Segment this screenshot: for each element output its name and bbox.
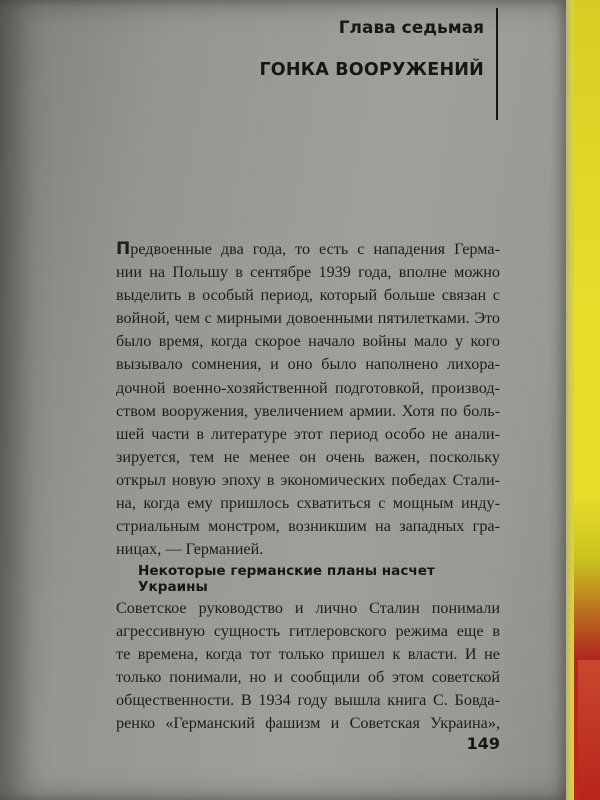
chapter-title: ГОНКА ВООРУЖЕНИЙ — [259, 60, 484, 80]
paragraph-1 — [116, 238, 500, 561]
text-line: Советское руководство и лично Сталин понимали — [116, 599, 500, 617]
text-line: на, когда ему пришлось схватиться с мощным инду- — [116, 494, 500, 513]
text-line: войной, чем с мирными довоенными пятилетками. Это — [116, 309, 500, 328]
text-line: те времена, когда тот только пришел к власти. И не — [116, 645, 500, 664]
paragraph-2 — [116, 597, 500, 736]
text-line: открыл новую эпоху в экономических победах Стали- — [116, 470, 500, 489]
chapter-label: Глава седьмая — [338, 18, 484, 38]
chapter-header-rule — [496, 8, 498, 120]
bleed-through-texture — [480, 8, 566, 198]
text-line: шей части в литературе этот период особо не анали- — [116, 424, 500, 443]
text-line: ренко «Германский фашизм и Советская Украина», — [116, 714, 500, 733]
text-line: только понимали, но и сообщили об этом советской — [116, 668, 500, 687]
drop-cap: П — [116, 239, 131, 259]
text-line: нии на Польшу в сентябре 1939 года, вполне можно — [116, 263, 500, 282]
text-line: ницах, — Германией. — [116, 540, 264, 559]
section-heading: Некоторые германские планы насчет Украины — [138, 563, 435, 595]
text-line: стриальным монстром, возникшим на западных гра- — [116, 517, 500, 536]
page-number: 149 — [466, 734, 500, 753]
text-line: Предвоенные два года, то есть с нападения Герма- — [116, 239, 500, 259]
text-line: дочной военно-хозяйственной подготовкой, производ- — [116, 378, 500, 397]
text-line: ством вооружения, увеличением армии. Хотя по боль- — [116, 401, 500, 420]
text-line: вызывало сомнения, и оно было наполнено лихора- — [116, 355, 500, 374]
text-line: агрессивную сущность гитлеровского режима еще в — [116, 622, 500, 641]
text-line: общественности. В 1934 году вышла книга С. Бовда- — [116, 691, 500, 710]
text-line: выделить в особый период, который больше связан с — [116, 286, 500, 305]
cover-red-band — [578, 660, 600, 800]
text-line: было время, когда скорое начало войны мало у кого — [116, 332, 500, 351]
text-line: зируется, тем не менее он очень важен, поскольку — [116, 447, 500, 466]
